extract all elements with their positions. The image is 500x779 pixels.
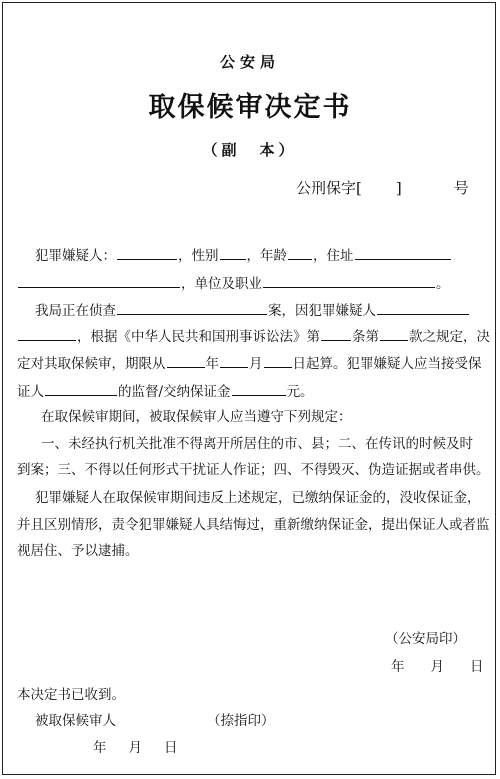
document-title: 取保候审决定书 bbox=[148, 92, 352, 123]
receipt-month-label: 月 bbox=[128, 740, 142, 756]
address-label: ，住址 bbox=[313, 248, 354, 264]
age-label: ，年龄 bbox=[246, 248, 287, 264]
day-label: 日起算。犯罪嫌疑人应当接受保 bbox=[292, 356, 482, 372]
age-blank[interactable] bbox=[288, 247, 312, 260]
recipient-signature-label: 被取保候审人 bbox=[35, 713, 116, 729]
clause-label: 款之规定，决 bbox=[409, 329, 490, 345]
address-blank[interactable] bbox=[355, 247, 451, 260]
issue-day-label: 日 bbox=[470, 659, 484, 675]
reason-continued-blank[interactable] bbox=[18, 328, 76, 341]
violation-line-1: 犯罪嫌疑人在取保候审期间违反上述规定，已缴纳保证金的，没收保证金， bbox=[35, 490, 481, 506]
bail-amount-label: 的监督/交纳保证金 bbox=[118, 384, 231, 400]
police-seal-label: （公安局印） bbox=[385, 631, 466, 647]
guarantor-label: 证人 bbox=[17, 384, 44, 400]
body-line-4 bbox=[17, 328, 490, 345]
occupation-label: ，单位及职业 bbox=[181, 276, 262, 292]
body-line-6 bbox=[17, 383, 314, 400]
year-label: 年 bbox=[205, 356, 219, 372]
yuan-label: 元。 bbox=[286, 384, 314, 400]
occupation-blank[interactable] bbox=[263, 275, 435, 288]
bail-amount-blank[interactable] bbox=[232, 383, 286, 396]
guarantor-blank[interactable] bbox=[45, 383, 117, 396]
case-because-label: 案，因犯罪嫌疑人 bbox=[268, 303, 376, 319]
period: 。 bbox=[436, 276, 450, 292]
month-label: 月 bbox=[249, 356, 263, 372]
docno-bracket-close: ] bbox=[395, 179, 402, 197]
suspect-line-2 bbox=[17, 275, 450, 292]
issue-date bbox=[391, 655, 484, 675]
thumbprint-label: （捺指印） bbox=[207, 713, 275, 729]
article-label: 条第 bbox=[352, 329, 379, 345]
law-reference-label: ，根据《中华人民共和国刑事诉讼法》第 bbox=[77, 329, 320, 345]
suspect-line-1 bbox=[35, 247, 452, 264]
rules-line-2: 到案；三、不得以任何形式干扰证人作证；四、不得毁灭、伪造证据或者串供。 bbox=[17, 462, 490, 478]
body-line-5 bbox=[17, 355, 482, 372]
case-name-blank[interactable] bbox=[117, 302, 267, 315]
reason-blank[interactable] bbox=[377, 302, 469, 315]
copy-label: （副 本） bbox=[202, 141, 298, 159]
issuing-agency: 公安局 bbox=[219, 53, 280, 71]
docno-prefix: 公刑保字[ bbox=[296, 179, 362, 197]
body-line-3 bbox=[35, 302, 470, 319]
issue-month-label: 月 bbox=[430, 659, 444, 675]
gender-blank[interactable] bbox=[220, 247, 246, 260]
receipt-day-label: 日 bbox=[164, 740, 178, 756]
start-day-blank[interactable] bbox=[264, 355, 292, 368]
period-from-label: 定对其取保候审，期限从 bbox=[17, 356, 166, 372]
receipt-year-label: 年 bbox=[93, 740, 107, 756]
suspect-label: 犯罪嫌疑人： bbox=[35, 248, 116, 264]
receipt-statement: 本决定书已收到。 bbox=[17, 687, 125, 703]
investigating-label: 我局正在侦查 bbox=[35, 303, 116, 319]
violation-line-2: 并且区别情形，责令犯罪嫌疑人具结悔过，重新缴纳保证金，提出保证人或者监 bbox=[17, 517, 490, 533]
gender-label: ，性别 bbox=[178, 248, 219, 264]
rules-intro: 在取保候审期间，被取保候审人应当遵守下列规定： bbox=[41, 409, 352, 425]
rules-line-1: 一、未经执行机关批准不得离开所居住的市、县；二、在传讯的时候及时 bbox=[41, 436, 473, 452]
article-blank[interactable] bbox=[321, 328, 351, 341]
docno-suffix: 号 bbox=[453, 179, 469, 197]
clause-blank[interactable] bbox=[380, 328, 408, 341]
document-page bbox=[2, 2, 496, 775]
suspect-name-blank[interactable] bbox=[117, 247, 177, 260]
address-continued-blank[interactable] bbox=[18, 275, 180, 288]
issue-year-label: 年 bbox=[391, 659, 405, 675]
start-year-blank[interactable] bbox=[167, 355, 205, 368]
start-month-blank[interactable] bbox=[220, 355, 248, 368]
receipt-date bbox=[93, 736, 178, 756]
violation-line-3: 视居住、予以逮捕。 bbox=[17, 543, 139, 559]
document-number bbox=[296, 177, 469, 198]
